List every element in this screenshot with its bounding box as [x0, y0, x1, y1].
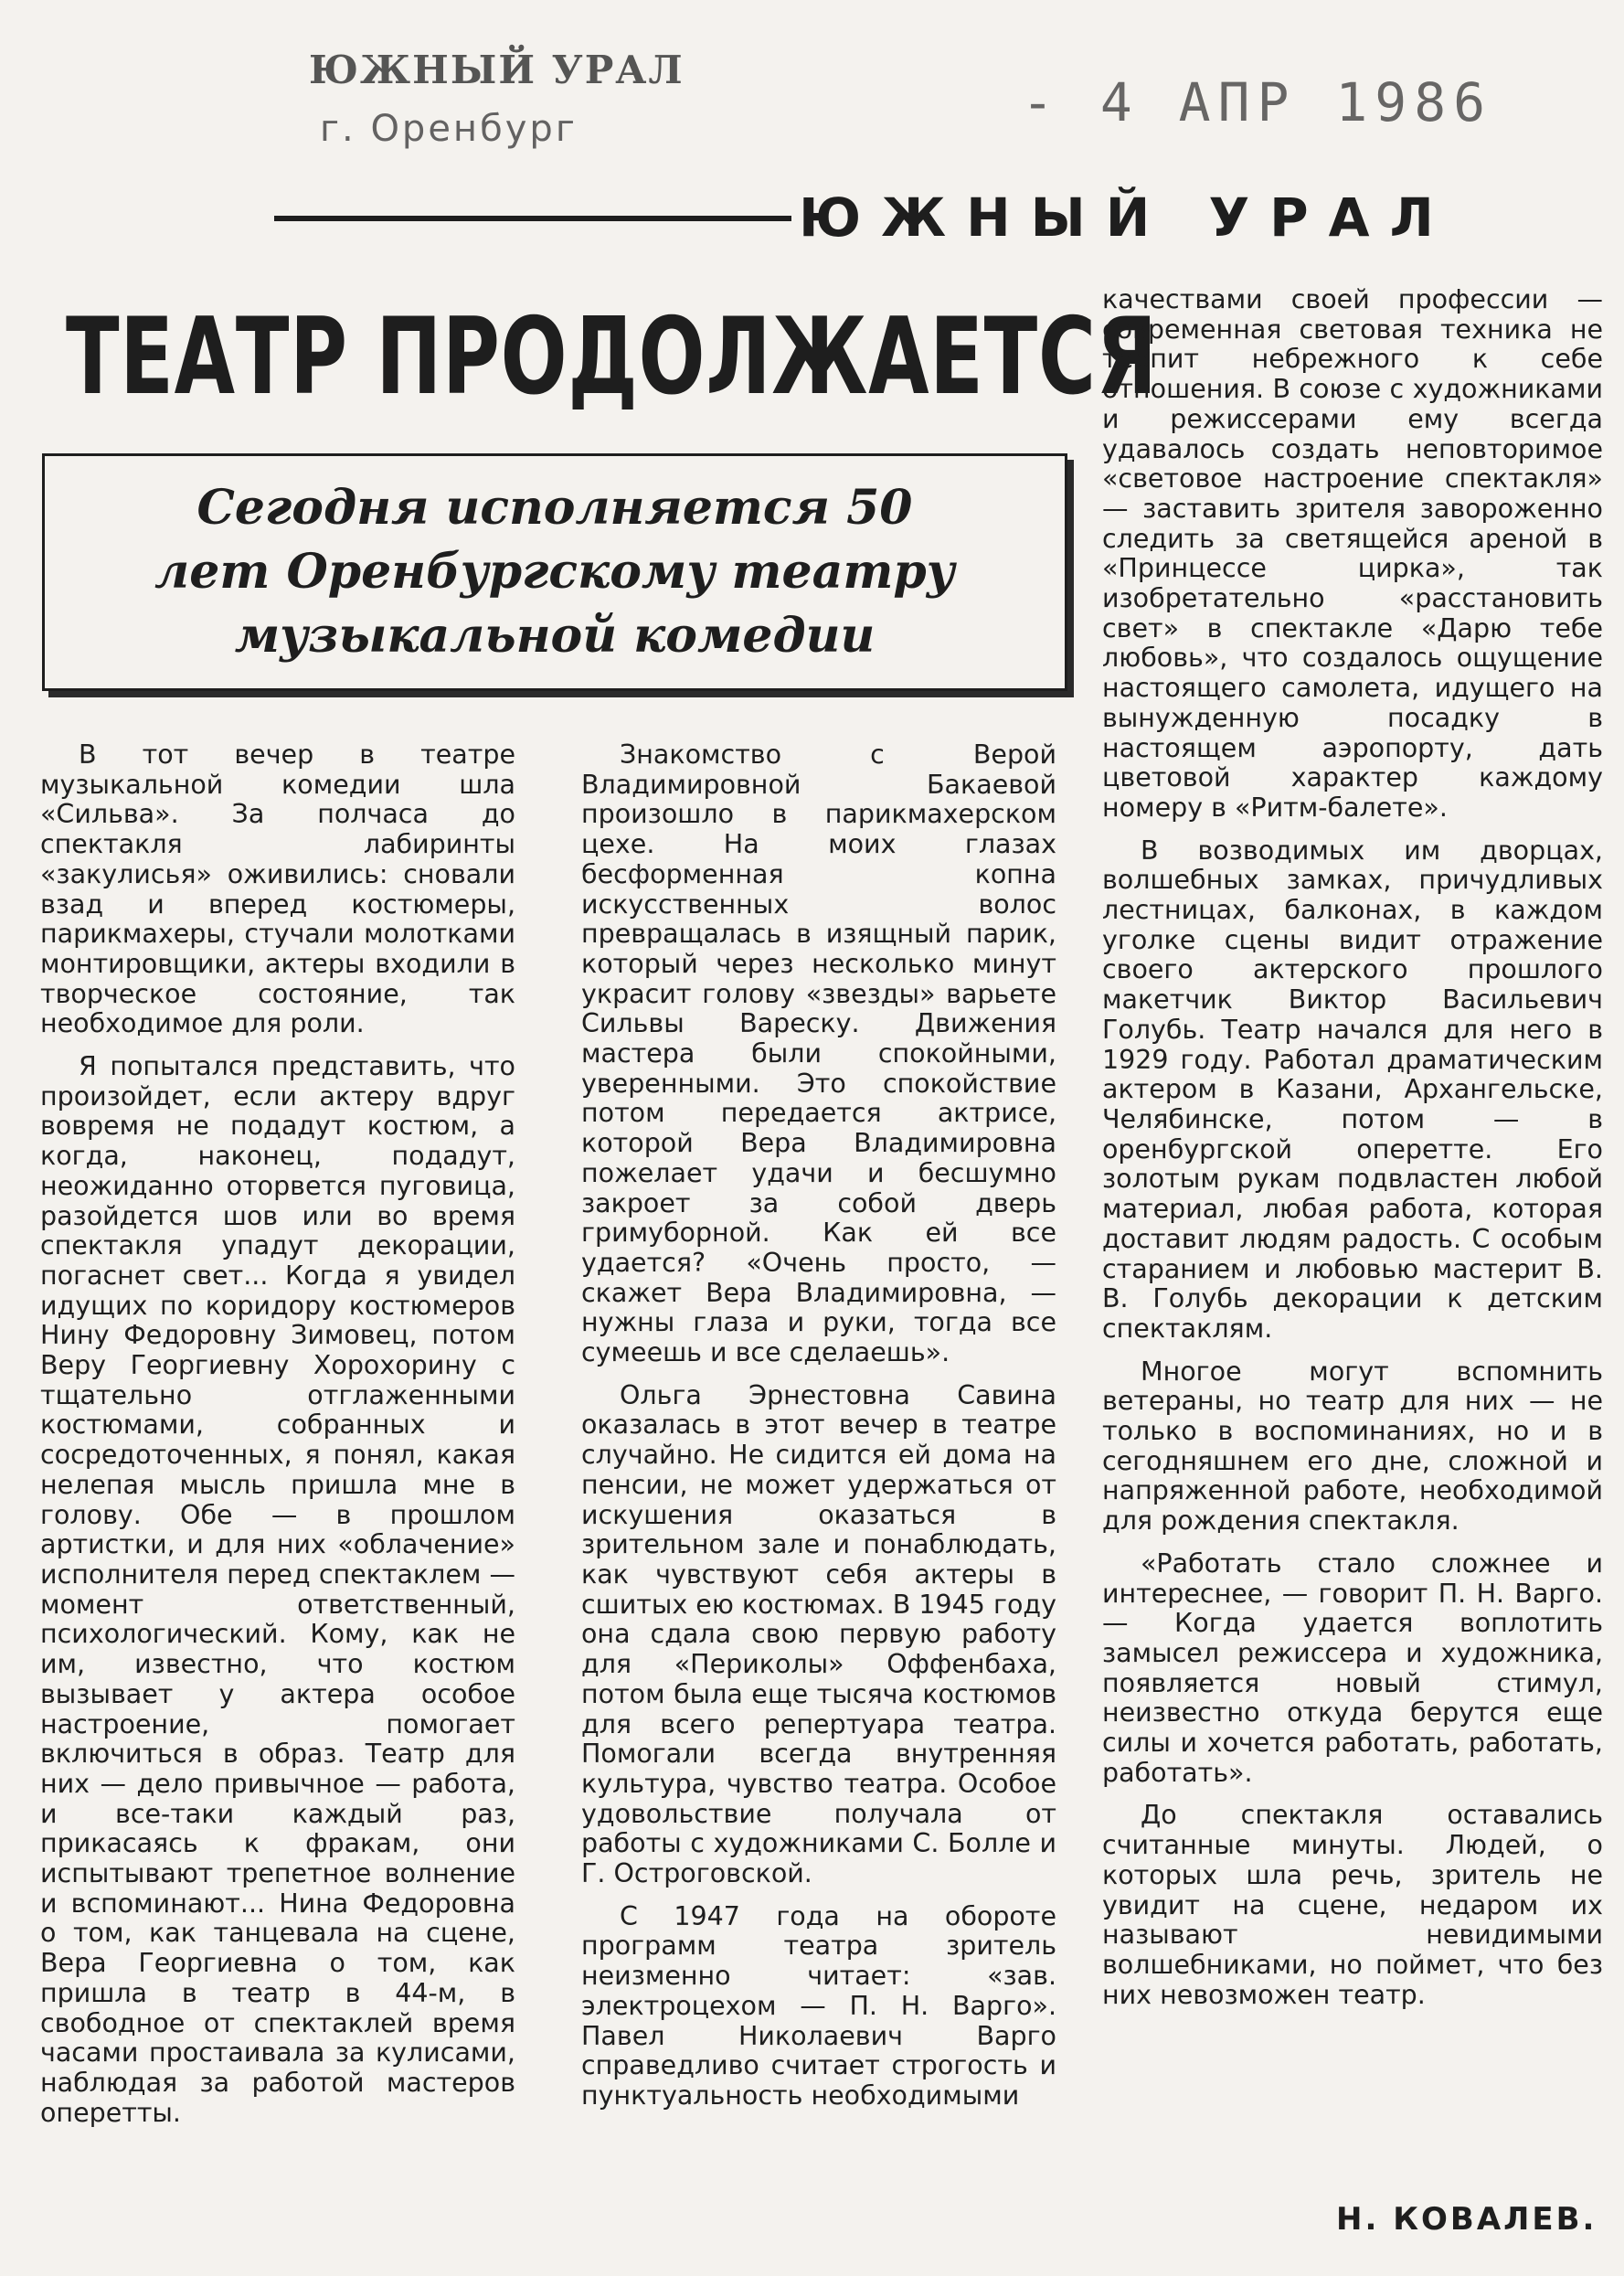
article-column-1 — [40, 740, 515, 2203]
paragraph: С 1947 года на обороте программ театра зритель неизменно читает: «зав. электроцехом — П. Н. Варго». Павел Николаевич Варго справедливо считает строгость и пунктуальность необходимыми — [581, 1900, 1056, 2111]
clipping-stamp-paper: ЮЖНЫЙ УРАЛ — [309, 48, 685, 92]
clipping-stamp-date: - 4 АПР 1986 — [1022, 71, 1493, 133]
newspaper-masthead: ЮЖНЫЙ УРАЛ — [799, 186, 1454, 249]
paragraph: Ольга Эрнестовна Савина оказалась в этот вечер в театре случайно. Не сидится ей дома на пенсии, не может удержаться от искушения оказаться в зрительном зале и понаблюдать, как чувствуют себя актеры в сшитых ею костюмах. В 1945 году она сдала свою первую работу для «Периколы» Оффенбаха, потом была еще тысяча костюмов для всего репертуара театра. Помогали всегда внутренняя культура, чувство театра. Особое удовольствие получала от работы с художниками С. Болле и Г. Остроговской. — [581, 1379, 1056, 1889]
article-column-2 — [581, 740, 1056, 2203]
subheadline-text: Сегодня исполняется 50 лет Оренбургскому театру музыкальной комедии — [154, 480, 955, 664]
paragraph: В возводимых им дворцах, волшебных замках, причудливых лестницах, балконах, в каждом уголке сцены видит отражение своего актерского прошлого макетчик Виктор Васильевич Голубь. Театр начался для него в 1929 году. Работал драматическим актером в Казани, Архангельске, Челябинске, потом — в оренбургской оперетте. Его золотым рукам подвластен любой материал, любая работа, которая доставит людям радость. С особым старанием и любовью мастерит В. В. Голубь декорации к детским спектаклям. — [1102, 835, 1603, 1344]
author-signature: Н. КОВАЛЕВ. — [1336, 2201, 1597, 2238]
paragraph: В тот вечер в театре музыкальной комедии шла «Сильва». За полчаса до спектакля лабиринты «закулисья» оживились: сновали взад и вперед костюмеры, парикмахеры, стучали молотками монтировщики, актеры входили в творческое состояние, так необходимое для роли. — [40, 740, 515, 1039]
paragraph: качествами своей профессии — современная световая техника не терпит небрежного к себе отношения. В союзе с художниками и режиссерами ему всегда удавалось создать неповторимое «световое настроение спектакля» — заставить зрителя завороженно следить за светящейся ареной в «Принцессе цирка», так изобретательно «расстановить свет» в спектакле «Дарю тебе любовь», что создалось ощущение настоящего самолета, идущего на вынужденную посадку в настоящем аэропорту, дать цветовой характер каждому номеру в «Ритм-балете». — [1102, 285, 1603, 823]
paragraph: До спектакля оставались считанные минуты. Людей, о которых шла речь, зритель не увидит на сцене, недаром их называют невидимыми волшебниками, но поймет, что без них невозможен театр. — [1102, 1800, 1603, 2010]
paragraph: Знакомство с Верой Владимировной Бакаевой произошло в парикмахерском цехе. На моих глазах бесформенная копна искусственных волос превращалась в изящный парик, который через несколько минут украсит голову «звезды» варьете Сильвы Вареску. Движения мастера были спокойными, уверенными. Это спокойствие потом передается актрисе, которой Вера Владимировна пожелает удачи и бесшумно закроет за собой дверь гримуборной. Как ей все удается? «Очень просто, — скажет Вера Владимировна, — нужны глаза и руки, тогда все сумеешь и все сделаешь». — [581, 740, 1056, 1368]
paragraph: Я попытался представить, что произойдет, если актеру вдруг вовремя не подадут костюм, а когда, наконец, подадут, неожиданно оторвется пуговица, разойдется шов или во время спектакля упадут декорации, погаснет свет... Когда я увидел идущих по коридору костюмеров Нину Федоровну Зимовец, потом Веру Георгиевну Хорохорину с тщательно отглаженными костюмами, собранных и сосредоточенных, я понял, какая нелепая мысль пришла мне в голову. Обе — в прошлом артистки, и для них «облачение» исполнителя перед спектаклем — момент ответственный, психологический. Кому, как не им, известно, что костюм вызывает у актера особое настроение, помогает включиться в образ. Театр для них — дело привычное — работа, и все-таки каждый раз, прикасаясь к фракам, они испытывают трепетное волнение и вспоминают... Нина Федоровна о том, как танцевала на сцене, Вера Георгиевна о том, как пришла в театр в 44-м, в свободное от спектаклей время часами простаивала за кулисами, наблюдая за работой мастеров оперетты. — [40, 1051, 515, 2128]
article-headline: ТЕАТР ПРОДОЛЖАЕТСЯ — [66, 295, 1158, 419]
paragraph: «Работать стало сложнее и интереснее, — говорит П. Н. Варго. — Когда удается воплотить замысел режиссера и художника, появляется новый стимул, неизвестно откуда берутся еще силы и хочется работать, работать, работать». — [1102, 1547, 1603, 1788]
paragraph: Многое могут вспомнить ветераны, но театр для них — не только в воспоминаниях, но и в сегодняшнем его дне, сложной и напряженной работе, необходимой для рождения спектакля. — [1102, 1356, 1603, 1537]
masthead-rule — [274, 216, 791, 221]
subheadline-box — [42, 453, 1067, 691]
clipping-stamp-city: г. Оренбург — [320, 108, 578, 150]
article-column-3 — [1102, 285, 1603, 2205]
